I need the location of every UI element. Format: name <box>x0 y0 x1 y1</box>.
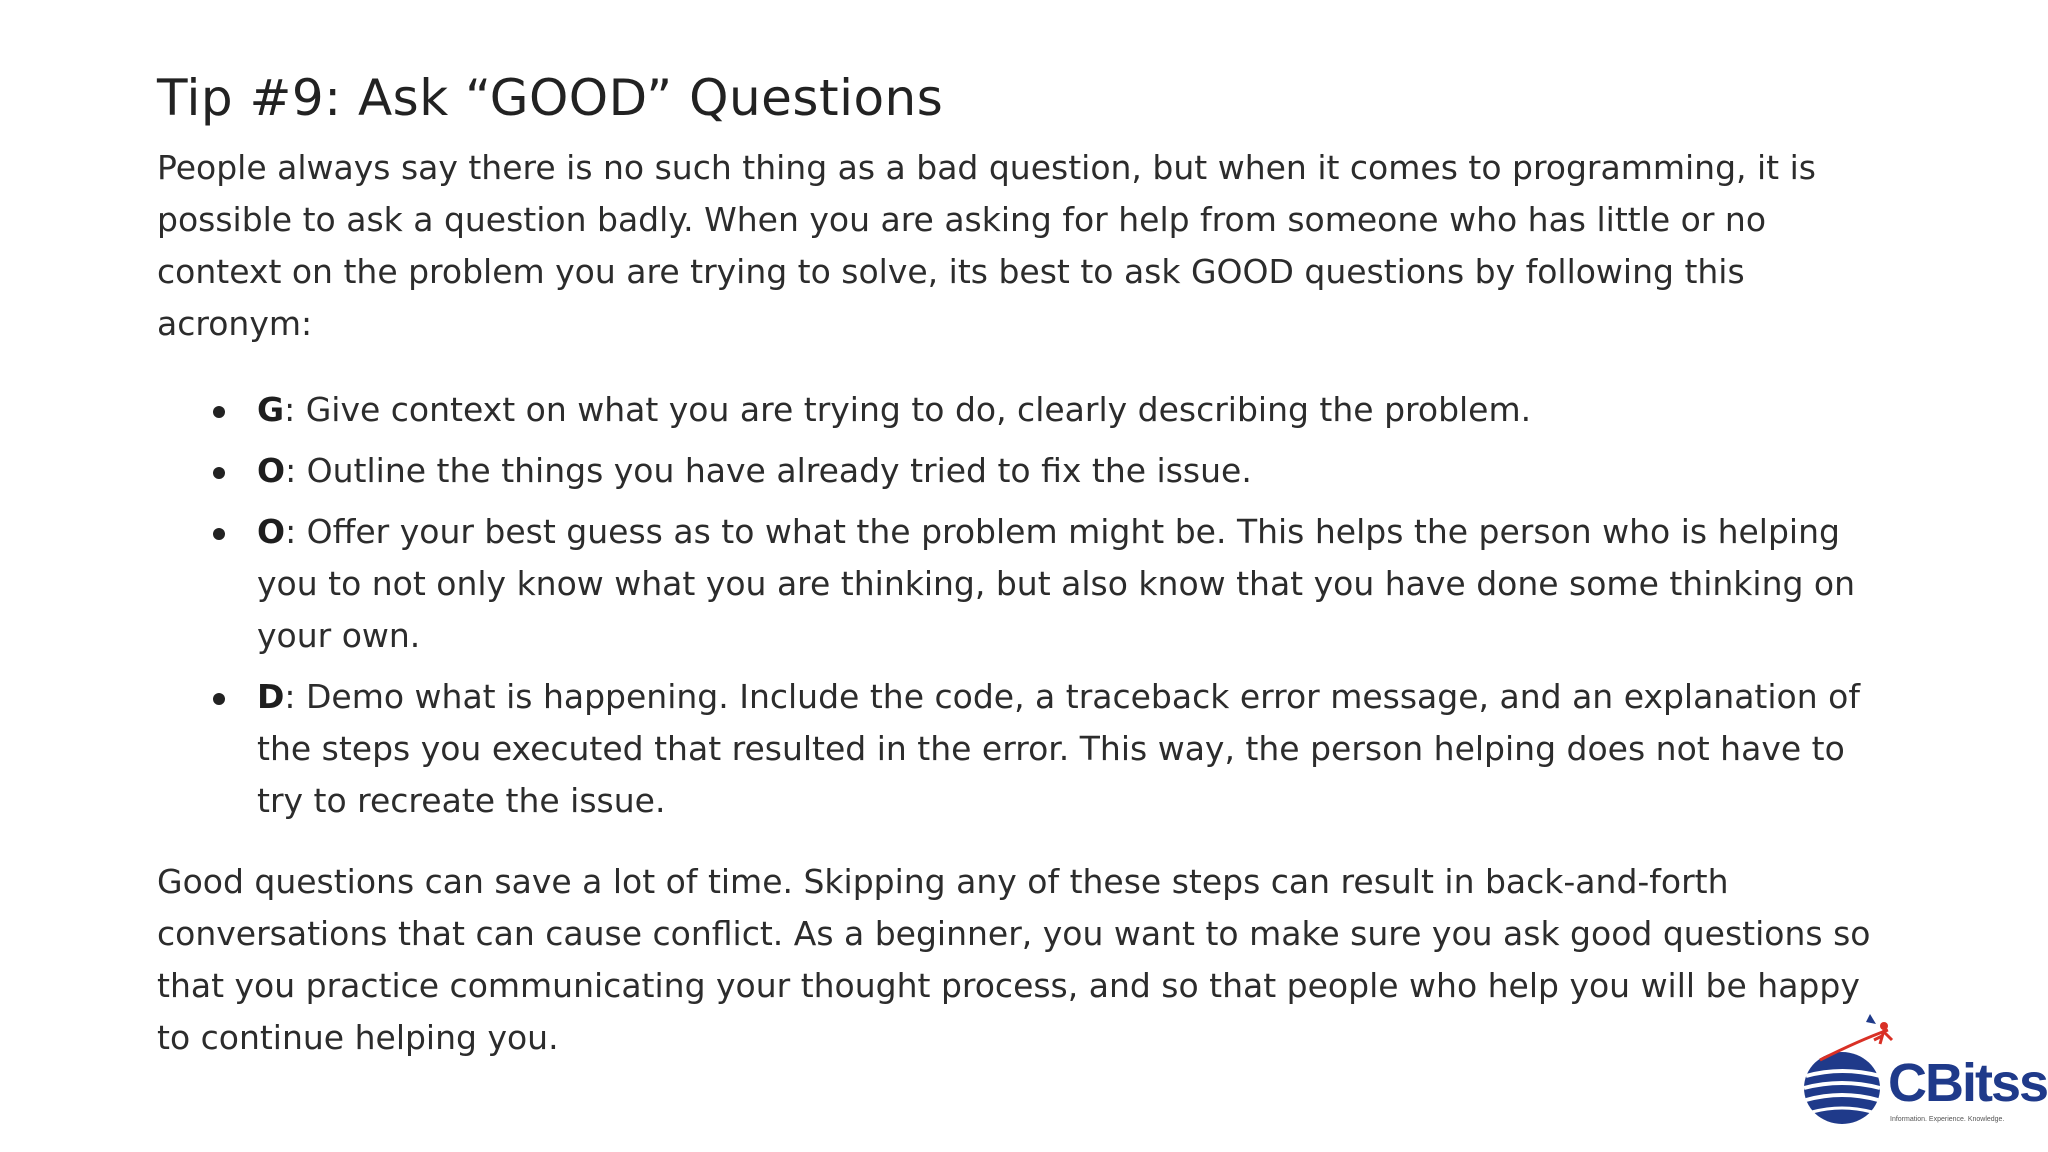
logo-wordmark: CBitss <box>1888 1053 2048 1113</box>
list-item-o-offer <box>257 506 1897 662</box>
slide-content <box>157 62 1897 1064</box>
list-item-d <box>257 671 1897 827</box>
slide-title: Tip #9: Ask “GOOD” Questions <box>157 69 944 127</box>
list-item-text: : Give context on what you are trying to do, clearly describing the problem. <box>284 390 1532 429</box>
acronym-letter: G <box>257 390 285 429</box>
bullet-dot <box>213 406 225 418</box>
list-item-text: : Offer your best guess as to what the problem might be. This helps the person who is helping you to not only know what you are thinking, but also know that you have done some thinking on your own. <box>257 512 1856 655</box>
list-item-o-outline <box>257 445 1897 497</box>
logo-tagline: Information. Experience. Knowledge. <box>1890 1116 2005 1123</box>
intro-paragraph: People always say there is no such thing as a bad question, but when it comes to programming, it is possible to ask a question badly. When you are asking for help from someone who has little or no context on the problem you are trying to solve, its best to ask GOOD questions by following this acronym: <box>157 148 1816 343</box>
list-item-text: : Demo what is happening. Include the code, a traceback error message, and an explanation of the steps you executed that resulted in the error. This way, the person helping does not have to try to recreate the issue. <box>257 677 1860 820</box>
acronym-letter: O <box>257 512 286 551</box>
globe-icon <box>1800 1010 1900 1135</box>
acronym-list <box>157 384 1897 827</box>
list-item-g <box>257 384 1897 436</box>
outro-paragraph: Good questions can save a lot of time. Skipping any of these steps can result in back-and-forth conversations that can cause conflict. As a beginner, you want to make sure you ask good questions so that you practice communicating your thought process, and so that people who help you will be happy to continue helping you. <box>157 862 1871 1057</box>
acronym-letter: D <box>257 677 285 716</box>
list-item-text: : Outline the things you have already tried to fix the issue. <box>285 451 1252 490</box>
bullet-dot <box>213 467 225 479</box>
cbitss-logo <box>1800 1010 2048 1135</box>
bullet-dot <box>213 693 225 705</box>
acronym-letter: O <box>257 451 286 490</box>
bullet-dot <box>213 528 225 540</box>
